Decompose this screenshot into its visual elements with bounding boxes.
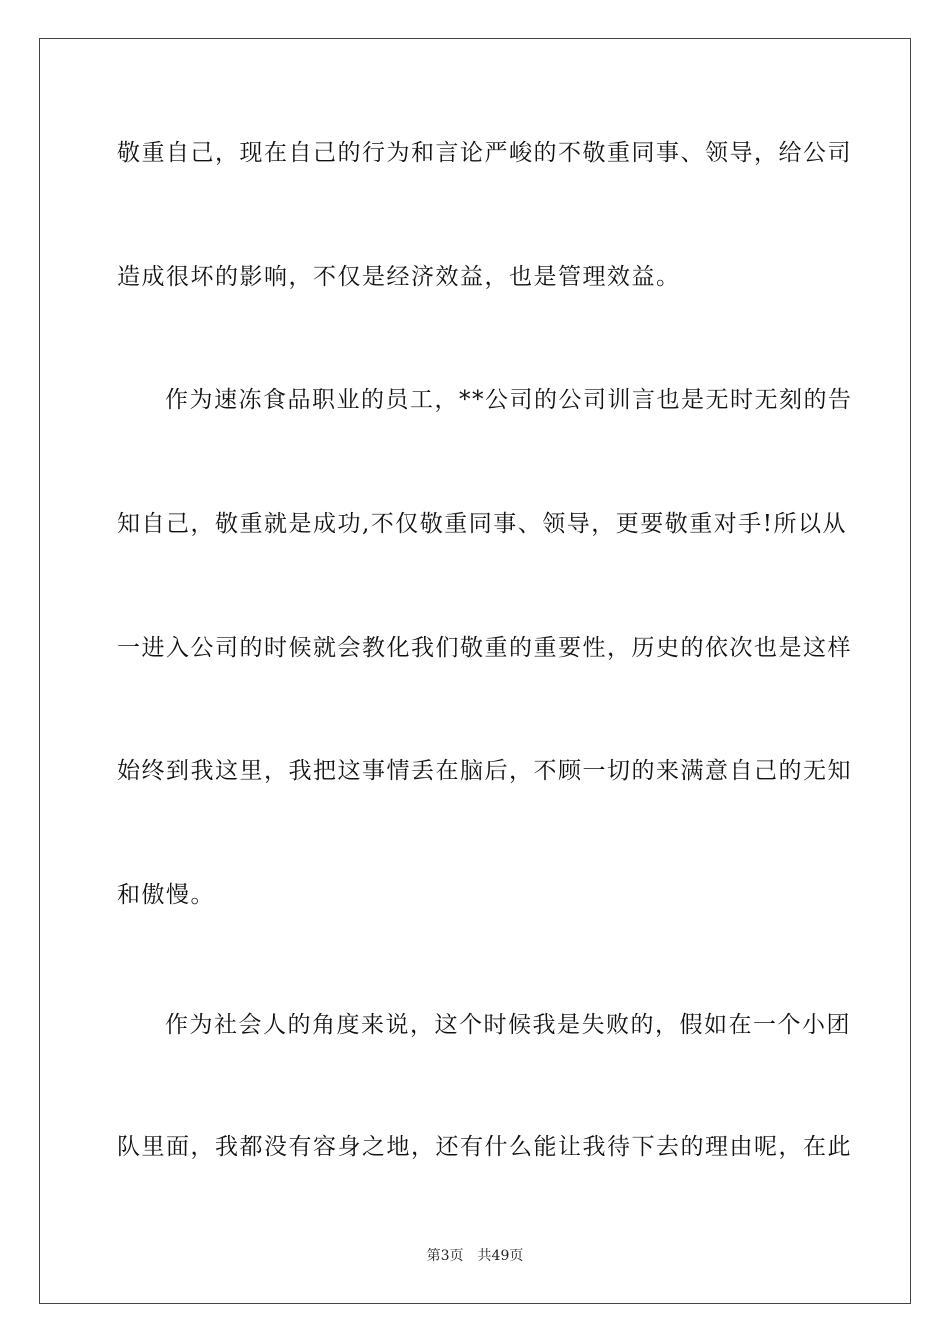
text-line: 一进入公司的时候就会教化我们敬重的重要性，历史的依次也是这样 bbox=[117, 635, 852, 661]
text-line: 造成很坏的影响，不仅是经济效益，也是管理效益。 bbox=[117, 264, 681, 290]
paragraph-start-line: 作为速冻食品职业的员工，**公司的公司训言也是无时无刻的告 bbox=[165, 387, 853, 413]
text-line: 知自己，敬重就是成功,不仅敬重同事、领导，更要敬重对手!所以从 bbox=[117, 511, 848, 537]
total-pages: 共49页 bbox=[477, 1248, 524, 1264]
page-footer bbox=[0, 1247, 950, 1265]
page-border bbox=[39, 38, 911, 1304]
page-number: 第3页 bbox=[426, 1248, 464, 1264]
paragraph-start-line: 作为社会人的角度来说，这个时候我是失败的，假如在一个小团 bbox=[165, 1012, 851, 1038]
text-line: 和傲慢。 bbox=[117, 882, 215, 908]
text-line: 敬重自己，现在自己的行为和言论严峻的不敬重同事、领导，给公司 bbox=[117, 140, 852, 166]
text-line: 队里面，我都没有容身之地，还有什么能让我待下去的理由呢，在此 bbox=[117, 1134, 852, 1160]
text-line: 始终到我这里，我把这事情丢在脑后，不顾一切的来满意自己的无知 bbox=[117, 758, 852, 784]
